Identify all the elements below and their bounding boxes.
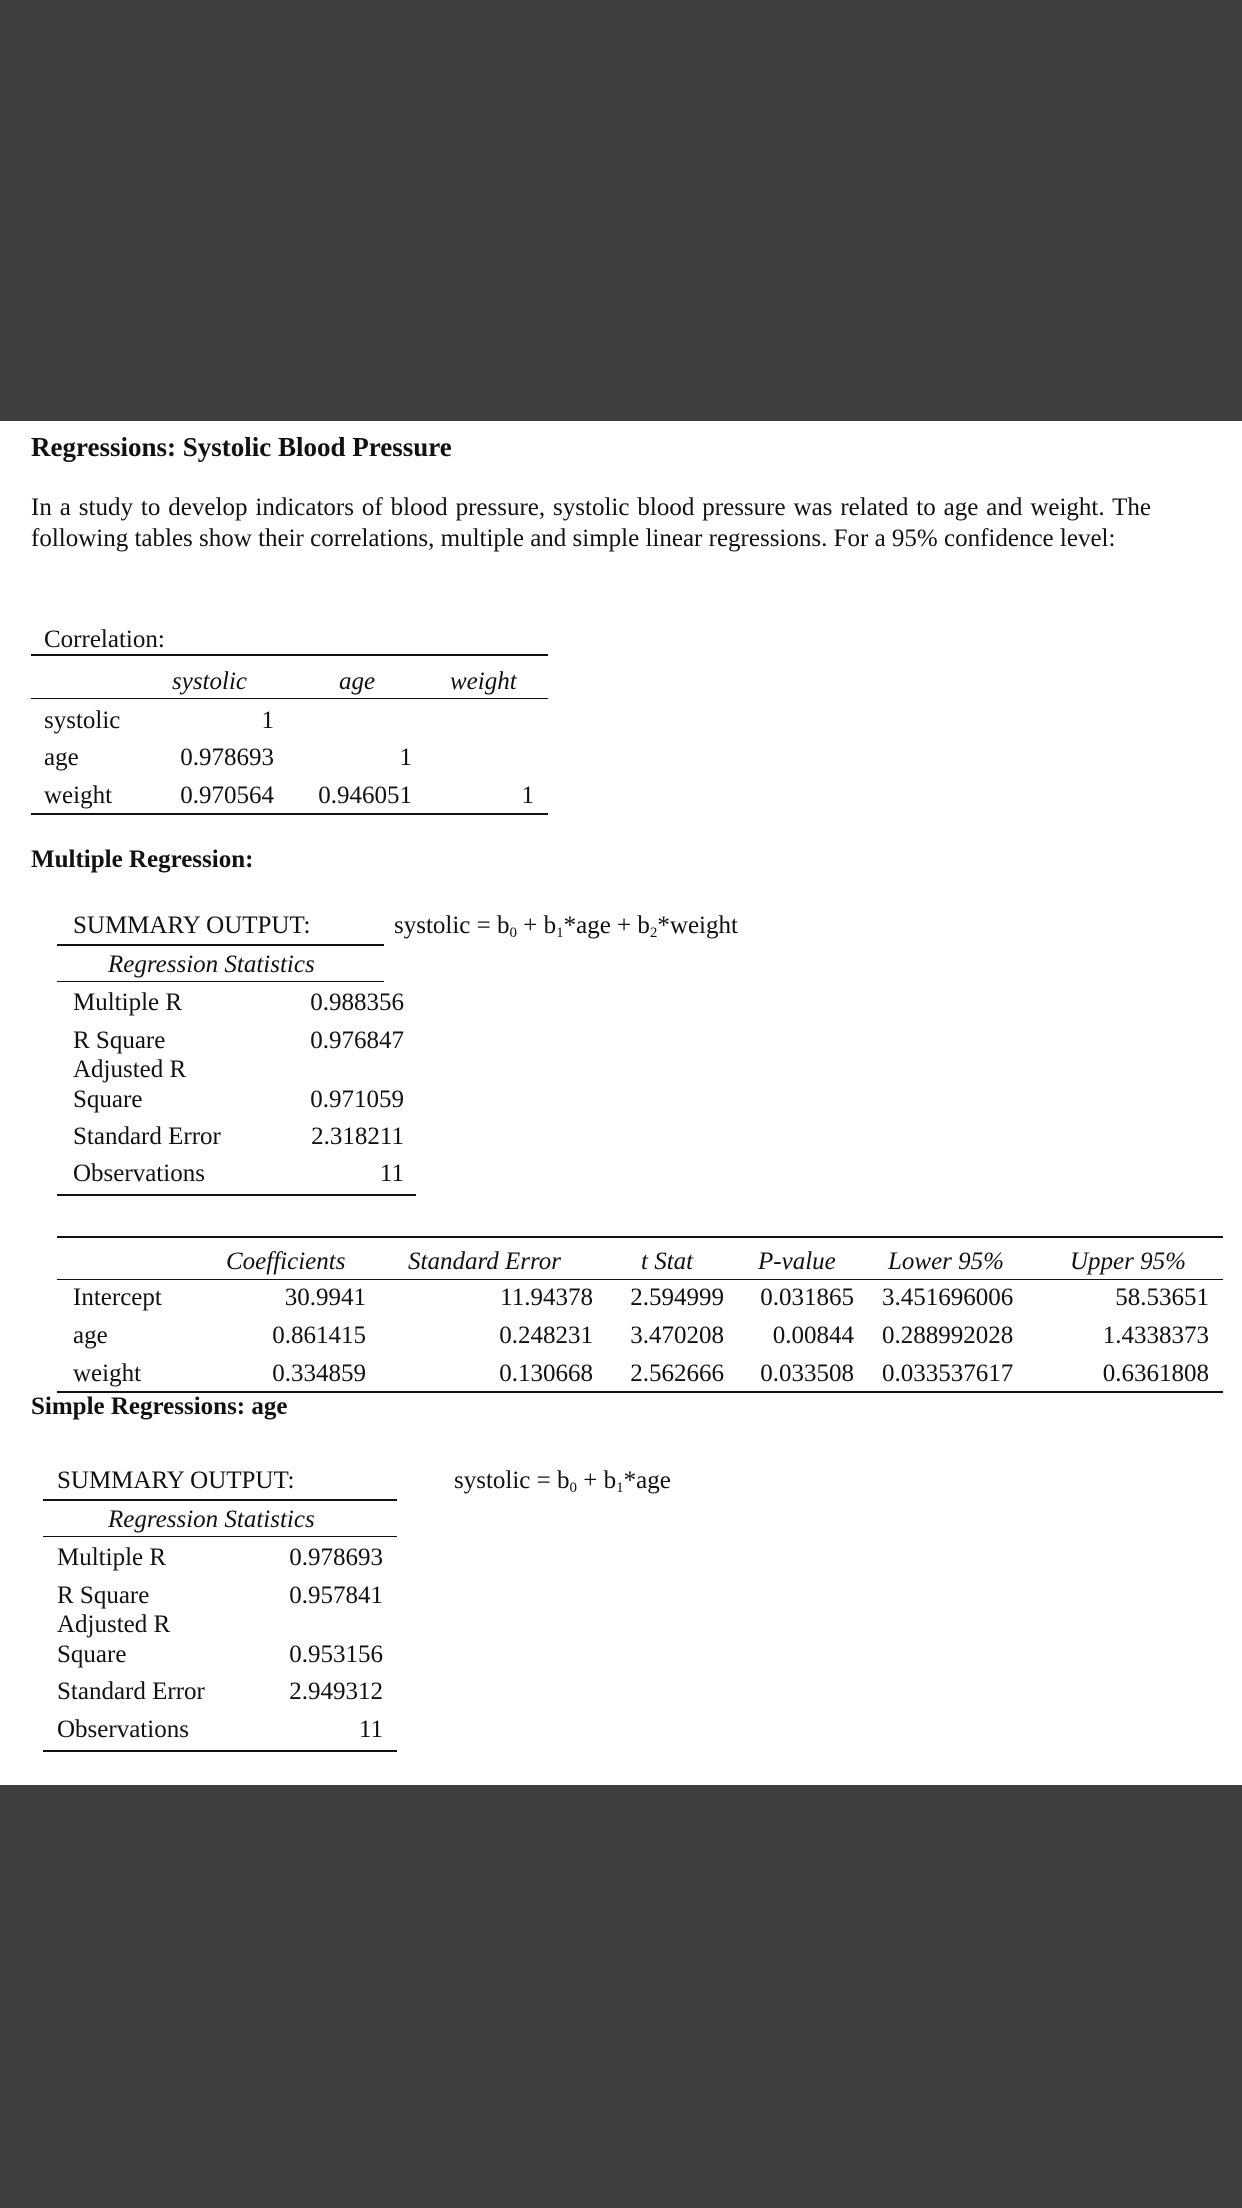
corr-cell: 0.970564 — [180, 782, 274, 809]
stat-label: Standard Error — [73, 1123, 221, 1150]
stat-label: Adjusted R — [57, 1611, 171, 1638]
stat-label: Multiple R — [57, 1544, 167, 1571]
corr-cell: 0.978693 — [180, 744, 274, 771]
coef-cell: 58.53651 — [1115, 1284, 1209, 1311]
coef-cell: 1.4338373 — [1102, 1322, 1209, 1349]
coef-cell: 0.334859 — [272, 1360, 366, 1387]
coef-cell: 0.248231 — [499, 1322, 593, 1349]
stat-label: Square — [57, 1641, 127, 1668]
coef-header: t Stat — [641, 1248, 694, 1275]
coef-cell: 3.470208 — [630, 1322, 724, 1349]
stat-value: 0.978693 — [289, 1544, 383, 1571]
stat-label: R Square — [57, 1582, 150, 1609]
corr-header-weight: weight — [450, 668, 517, 695]
intro-paragraph: In a study to develop indicators of blood pressure, systolic blood pressure was related to age and weight. The following tables show their correlations, multiple and simple linear regressions. For a 95% confidence level: — [31, 494, 1151, 552]
stat-label: R Square — [73, 1027, 166, 1054]
stat-value: 2.318211 — [311, 1123, 404, 1150]
corr-header-age: age — [339, 668, 376, 695]
coef-cell: 2.594999 — [630, 1284, 724, 1311]
stat-label: Standard Error — [57, 1678, 205, 1705]
regression-statistics-title: Regression Statistics — [108, 951, 315, 978]
stat-value: 11 — [379, 1160, 404, 1187]
regression-statistics-title: Regression Statistics — [108, 1506, 315, 1533]
corr-cell: 0.946051 — [318, 782, 412, 809]
multiple-regression-heading: Multiple Regression: — [31, 846, 254, 873]
coef-row-label: Intercept — [73, 1284, 162, 1311]
corr-cell: 1 — [521, 782, 534, 809]
coef-header: P-value — [758, 1248, 836, 1275]
coef-cell: 3.451696006 — [882, 1284, 1014, 1311]
corr-row-label: weight — [44, 782, 113, 809]
coef-header: Standard Error — [408, 1248, 562, 1275]
page-title: Regressions: Systolic Blood Pressure — [31, 432, 452, 462]
stat-value: 0.957841 — [289, 1582, 383, 1609]
coef-cell: 11.94378 — [500, 1284, 593, 1311]
regression-equation: systolic = $b_0 + b_1*age$ + $b_2*weight$ — [394, 912, 738, 941]
corr-row-label: age — [44, 744, 79, 771]
summary-output-label: SUMMARY OUTPUT: — [57, 1467, 295, 1494]
stat-value: 11 — [358, 1716, 383, 1743]
stat-label: Multiple R — [73, 989, 183, 1016]
coef-cell: 2.562666 — [630, 1360, 724, 1387]
stat-label: Observations — [73, 1160, 205, 1187]
correlation-label: Correlation: — [44, 626, 165, 653]
stat-label: Observations — [57, 1716, 189, 1743]
stat-value: 0.988356 — [310, 989, 404, 1016]
regression-equation: systolic = $b_0 + b_1*age$ — [454, 1467, 671, 1496]
coef-header: Coefficients — [226, 1248, 346, 1275]
simple-regression-heading: Simple Regressions: age — [31, 1393, 288, 1420]
coef-cell: 0.033537617 — [882, 1360, 1014, 1387]
coef-header: Upper 95% — [1070, 1248, 1186, 1275]
coef-cell: 0.00844 — [772, 1322, 854, 1349]
corr-cell: 1 — [261, 707, 274, 734]
coef-cell: 30.9941 — [284, 1284, 366, 1311]
stat-label: Adjusted R — [73, 1056, 187, 1083]
stat-value: 0.953156 — [289, 1641, 383, 1668]
coef-cell: 0.130668 — [499, 1360, 593, 1387]
coef-cell: 0.288992028 — [882, 1322, 1014, 1349]
corr-cell: 1 — [399, 744, 412, 771]
document-page — [0, 421, 1242, 1785]
coef-cell: 0.033508 — [760, 1360, 854, 1387]
coef-cell: 0.6361808 — [1102, 1360, 1209, 1387]
stat-label: Square — [73, 1086, 143, 1113]
stat-value: 0.976847 — [310, 1027, 404, 1054]
summary-output-label: SUMMARY OUTPUT: — [73, 912, 311, 939]
stat-value: 0.971059 — [310, 1086, 404, 1113]
coef-row-label: weight — [73, 1360, 142, 1387]
coef-row-label: age — [73, 1322, 108, 1349]
coef-cell: 0.031865 — [760, 1284, 854, 1311]
coef-header: Lower 95% — [888, 1248, 1004, 1275]
coef-cell: 0.861415 — [272, 1322, 366, 1349]
corr-header-systolic: systolic — [172, 668, 247, 695]
stat-value: 2.949312 — [289, 1678, 383, 1705]
corr-row-label: systolic — [44, 707, 121, 734]
